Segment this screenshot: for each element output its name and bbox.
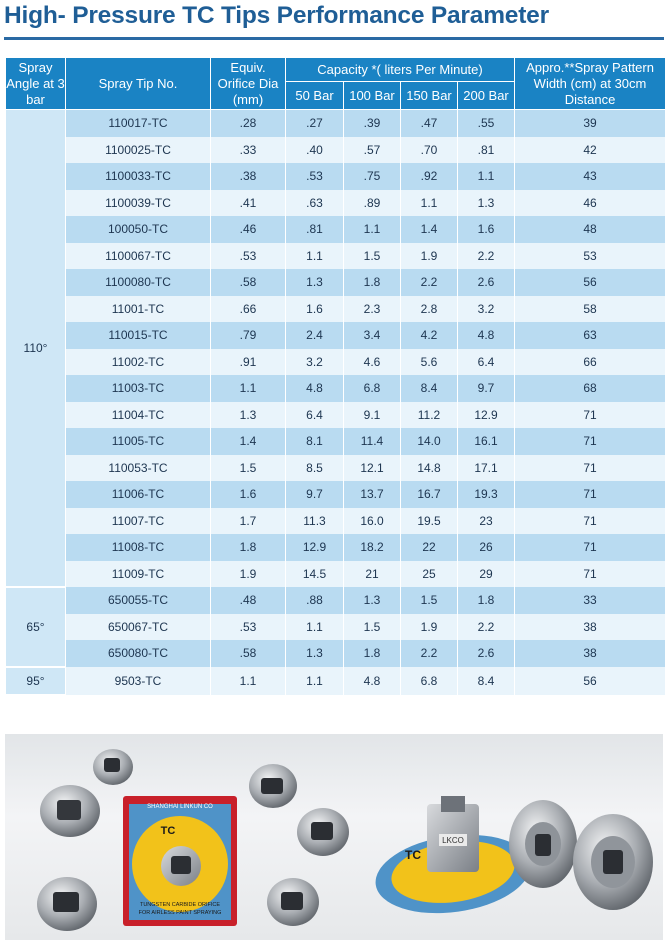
orifice-cell: 1.8 <box>211 534 286 561</box>
capacity-200bar-cell: 2.2 <box>458 243 515 270</box>
capacity-200bar-cell: 26 <box>458 534 515 561</box>
header-tip-no: Spray Tip No. <box>66 58 211 110</box>
spray-width-cell: 42 <box>515 137 666 164</box>
capacity-150bar-cell: 2.2 <box>401 269 458 296</box>
tip-number-cell: 11009-TC <box>66 561 211 588</box>
orifice-cell: 1.4 <box>211 428 286 455</box>
capacity-50bar-cell: 8.1 <box>286 428 344 455</box>
capacity-100bar-cell: 1.8 <box>344 640 401 667</box>
header-capacity: Capacity *( liters Per Minute) <box>286 58 515 82</box>
orifice-cell: 1.9 <box>211 561 286 588</box>
nozzle-tip-4 <box>249 764 297 808</box>
table-row <box>6 667 666 696</box>
table-row <box>6 375 666 402</box>
capacity-200bar-cell: 9.7 <box>458 375 515 402</box>
spray-angle-cell: 95° <box>6 667 66 696</box>
capacity-200bar-cell: 1.8 <box>458 587 515 614</box>
orifice-cell: .79 <box>211 322 286 349</box>
capacity-100bar-cell: 1.1 <box>344 216 401 243</box>
capacity-100bar-cell: 12.1 <box>344 455 401 482</box>
table-row <box>6 110 666 137</box>
table-row <box>6 190 666 217</box>
header-100bar: 100 Bar <box>344 82 401 110</box>
orifice-cell: .53 <box>211 243 286 270</box>
header-50bar: 50 Bar <box>286 82 344 110</box>
spray-width-cell: 58 <box>515 296 666 323</box>
capacity-200bar-cell: 12.9 <box>458 402 515 429</box>
spray-width-cell: 53 <box>515 243 666 270</box>
orifice-cell: 1.3 <box>211 402 286 429</box>
capacity-150bar-cell: 4.2 <box>401 322 458 349</box>
capacity-50bar-cell: .81 <box>286 216 344 243</box>
table-row <box>6 428 666 455</box>
nozzle-tip-3 <box>37 877 97 931</box>
capacity-150bar-cell: 1.5 <box>401 587 458 614</box>
capacity-150bar-cell: 19.5 <box>401 508 458 535</box>
tip-number-cell: 11005-TC <box>66 428 211 455</box>
orifice-cell: .38 <box>211 163 286 190</box>
orifice-cell: .58 <box>211 269 286 296</box>
capacity-200bar-cell: 3.2 <box>458 296 515 323</box>
table-row <box>6 163 666 190</box>
capacity-150bar-cell: 25 <box>401 561 458 588</box>
capacity-100bar-cell: .39 <box>344 110 401 137</box>
capacity-100bar-cell: 16.0 <box>344 508 401 535</box>
capacity-150bar-cell: 1.1 <box>401 190 458 217</box>
title-underline <box>4 37 664 40</box>
tip-number-cell: 9503-TC <box>66 667 211 696</box>
header-150bar: 150 Bar <box>401 82 458 110</box>
tip-number-cell: 11004-TC <box>66 402 211 429</box>
spray-width-cell: 56 <box>515 269 666 296</box>
capacity-100bar-cell: 3.4 <box>344 322 401 349</box>
table-row <box>6 349 666 376</box>
tip-number-cell: 100050-TC <box>66 216 211 243</box>
spray-width-cell: 68 <box>515 375 666 402</box>
capacity-100bar-cell: 18.2 <box>344 534 401 561</box>
tip-number-cell: 650067-TC <box>66 614 211 641</box>
capacity-50bar-cell: 9.7 <box>286 481 344 508</box>
tip-number-cell: 11003-TC <box>66 375 211 402</box>
table-row <box>6 534 666 561</box>
orifice-cell: 1.1 <box>211 667 286 696</box>
tip-number-cell: 1100033-TC <box>66 163 211 190</box>
capacity-50bar-cell: 8.5 <box>286 455 344 482</box>
capacity-200bar-cell: 2.6 <box>458 640 515 667</box>
capacity-100bar-cell: 13.7 <box>344 481 401 508</box>
table-row <box>6 481 666 508</box>
nozzle-tip-7 <box>509 800 577 888</box>
capacity-200bar-cell: 1.3 <box>458 190 515 217</box>
capacity-150bar-cell: 16.7 <box>401 481 458 508</box>
orifice-cell: .28 <box>211 110 286 137</box>
orifice-cell: .46 <box>211 216 286 243</box>
capacity-200bar-cell: 2.2 <box>458 614 515 641</box>
capacity-50bar-cell: 1.3 <box>286 640 344 667</box>
capacity-50bar-cell: 1.1 <box>286 614 344 641</box>
tip-number-cell: 11002-TC <box>66 349 211 376</box>
tip-number-cell: 11001-TC <box>66 296 211 323</box>
orifice-cell: .48 <box>211 587 286 614</box>
header-200bar: 200 Bar <box>458 82 515 110</box>
capacity-50bar-cell: 1.1 <box>286 667 344 696</box>
tip-number-cell: 1100025-TC <box>66 137 211 164</box>
capacity-50bar-cell: .88 <box>286 587 344 614</box>
capacity-200bar-cell: 16.1 <box>458 428 515 455</box>
spray-width-cell: 33 <box>515 587 666 614</box>
nozzle-tip-5 <box>297 808 349 856</box>
capacity-100bar-cell: .75 <box>344 163 401 190</box>
spray-width-cell: 66 <box>515 349 666 376</box>
table-row <box>6 561 666 588</box>
capacity-200bar-cell: 1.1 <box>458 163 515 190</box>
tip-number-cell: 110017-TC <box>66 110 211 137</box>
header-orifice: Equiv. Orifice Dia (mm) <box>211 58 286 110</box>
capacity-50bar-cell: .53 <box>286 163 344 190</box>
capacity-50bar-cell: .27 <box>286 110 344 137</box>
nozzle-tip-6 <box>267 878 319 926</box>
spray-angle-cell: 65° <box>6 587 66 667</box>
table-row <box>6 508 666 535</box>
capacity-150bar-cell: 6.8 <box>401 667 458 696</box>
box-text-2: FOR AIRLESS PAINT SPRAYING <box>138 910 222 916</box>
spray-width-cell: 63 <box>515 322 666 349</box>
capacity-50bar-cell: 2.4 <box>286 322 344 349</box>
orifice-cell: .91 <box>211 349 286 376</box>
capacity-50bar-cell: 1.1 <box>286 243 344 270</box>
capacity-50bar-cell: 4.8 <box>286 375 344 402</box>
capacity-200bar-cell: 19.3 <box>458 481 515 508</box>
orifice-cell: .33 <box>211 137 286 164</box>
capacity-100bar-cell: 11.4 <box>344 428 401 455</box>
capacity-150bar-cell: 14.0 <box>401 428 458 455</box>
tip-number-cell: 110053-TC <box>66 455 211 482</box>
tc-product-box <box>123 796 237 926</box>
capacity-200bar-cell: .81 <box>458 137 515 164</box>
spray-width-cell: 71 <box>515 428 666 455</box>
tip-number-cell: 650055-TC <box>66 587 211 614</box>
tip-number-cell: 11006-TC <box>66 481 211 508</box>
capacity-150bar-cell: 14.8 <box>401 455 458 482</box>
label-badge-text: TC <box>405 848 421 862</box>
capacity-150bar-cell: .47 <box>401 110 458 137</box>
spray-width-cell: 48 <box>515 216 666 243</box>
product-photo <box>5 734 663 940</box>
capacity-150bar-cell: 1.9 <box>401 614 458 641</box>
page-title: High- Pressure TC Tips Performance Parameter <box>4 2 549 29</box>
nozzle-tip-8 <box>573 814 653 910</box>
tip-number-cell: 11007-TC <box>66 508 211 535</box>
orifice-cell: 1.6 <box>211 481 286 508</box>
capacity-50bar-cell: 3.2 <box>286 349 344 376</box>
orifice-cell: .53 <box>211 614 286 641</box>
tip-number-cell: 1100067-TC <box>66 243 211 270</box>
spray-width-cell: 71 <box>515 481 666 508</box>
spray-width-cell: 38 <box>515 614 666 641</box>
capacity-150bar-cell: .92 <box>401 163 458 190</box>
box-text-1: TUNGSTEN CARBIDE ORIFICE <box>139 902 221 908</box>
capacity-50bar-cell: .63 <box>286 190 344 217</box>
capacity-150bar-cell: 5.6 <box>401 349 458 376</box>
spray-width-cell: 56 <box>515 667 666 696</box>
capacity-100bar-cell: 21 <box>344 561 401 588</box>
spray-width-cell: 71 <box>515 455 666 482</box>
table-row <box>6 402 666 429</box>
capacity-100bar-cell: 1.3 <box>344 587 401 614</box>
spray-width-cell: 71 <box>515 402 666 429</box>
nozzle-standing <box>427 796 479 872</box>
product-photo-art <box>5 734 663 940</box>
capacity-100bar-cell: 9.1 <box>344 402 401 429</box>
tip-number-cell: 1100039-TC <box>66 190 211 217</box>
capacity-50bar-cell: 12.9 <box>286 534 344 561</box>
tip-number-cell: 1100080-TC <box>66 269 211 296</box>
capacity-50bar-cell: 6.4 <box>286 402 344 429</box>
table-row <box>6 137 666 164</box>
table-row <box>6 587 666 614</box>
header-width: Appro.**Spray Pattern Width (cm) at 30cm Distance <box>515 58 666 110</box>
capacity-50bar-cell: 1.6 <box>286 296 344 323</box>
capacity-150bar-cell: 8.4 <box>401 375 458 402</box>
capacity-150bar-cell: 11.2 <box>401 402 458 429</box>
capacity-100bar-cell: .57 <box>344 137 401 164</box>
spray-angle-cell: 110° <box>6 110 66 588</box>
capacity-100bar-cell: 4.6 <box>344 349 401 376</box>
capacity-100bar-cell: 6.8 <box>344 375 401 402</box>
box-badge-text: TC <box>160 825 176 837</box>
tip-number-cell: 11008-TC <box>66 534 211 561</box>
capacity-200bar-cell: 4.8 <box>458 322 515 349</box>
table-row <box>6 455 666 482</box>
tip-number-cell: 650080-TC <box>66 640 211 667</box>
header-spray-angle: Spray Angle at 3 bar <box>6 58 66 110</box>
orifice-cell: .58 <box>211 640 286 667</box>
spray-width-cell: 71 <box>515 561 666 588</box>
spray-width-cell: 38 <box>515 640 666 667</box>
capacity-150bar-cell: 22 <box>401 534 458 561</box>
spray-width-cell: 71 <box>515 534 666 561</box>
orifice-cell: 1.5 <box>211 455 286 482</box>
capacity-200bar-cell: 17.1 <box>458 455 515 482</box>
capacity-150bar-cell: 1.9 <box>401 243 458 270</box>
capacity-150bar-cell: 2.2 <box>401 640 458 667</box>
capacity-200bar-cell: 1.6 <box>458 216 515 243</box>
orifice-cell: 1.7 <box>211 508 286 535</box>
capacity-50bar-cell: 11.3 <box>286 508 344 535</box>
table-row <box>6 614 666 641</box>
table-row <box>6 269 666 296</box>
capacity-200bar-cell: .55 <box>458 110 515 137</box>
spray-width-cell: 39 <box>515 110 666 137</box>
capacity-200bar-cell: 6.4 <box>458 349 515 376</box>
capacity-100bar-cell: 1.5 <box>344 614 401 641</box>
capacity-100bar-cell: 2.3 <box>344 296 401 323</box>
capacity-50bar-cell: 14.5 <box>286 561 344 588</box>
table-row <box>6 296 666 323</box>
spray-width-cell: 46 <box>515 190 666 217</box>
orifice-cell: .66 <box>211 296 286 323</box>
capacity-200bar-cell: 2.6 <box>458 269 515 296</box>
capacity-100bar-cell: .89 <box>344 190 401 217</box>
capacity-100bar-cell: 4.8 <box>344 667 401 696</box>
capacity-150bar-cell: 1.4 <box>401 216 458 243</box>
spray-width-cell: 43 <box>515 163 666 190</box>
table-row <box>6 640 666 667</box>
capacity-50bar-cell: 1.3 <box>286 269 344 296</box>
table-row <box>6 243 666 270</box>
nozzle-tip-2 <box>40 785 100 837</box>
box-header-text: SHANGHAI LINKUN CO <box>147 804 213 810</box>
label-text: LKCO <box>442 836 464 845</box>
spray-width-cell: 71 <box>515 508 666 535</box>
capacity-150bar-cell: .70 <box>401 137 458 164</box>
table-row <box>6 216 666 243</box>
table-row <box>6 322 666 349</box>
capacity-200bar-cell: 29 <box>458 561 515 588</box>
capacity-50bar-cell: .40 <box>286 137 344 164</box>
capacity-100bar-cell: 1.8 <box>344 269 401 296</box>
capacity-150bar-cell: 2.8 <box>401 296 458 323</box>
performance-table <box>5 57 666 696</box>
tip-number-cell: 110015-TC <box>66 322 211 349</box>
orifice-cell: .41 <box>211 190 286 217</box>
capacity-200bar-cell: 23 <box>458 508 515 535</box>
capacity-100bar-cell: 1.5 <box>344 243 401 270</box>
nozzle-tip-1 <box>93 749 133 785</box>
capacity-200bar-cell: 8.4 <box>458 667 515 696</box>
orifice-cell: 1.1 <box>211 375 286 402</box>
